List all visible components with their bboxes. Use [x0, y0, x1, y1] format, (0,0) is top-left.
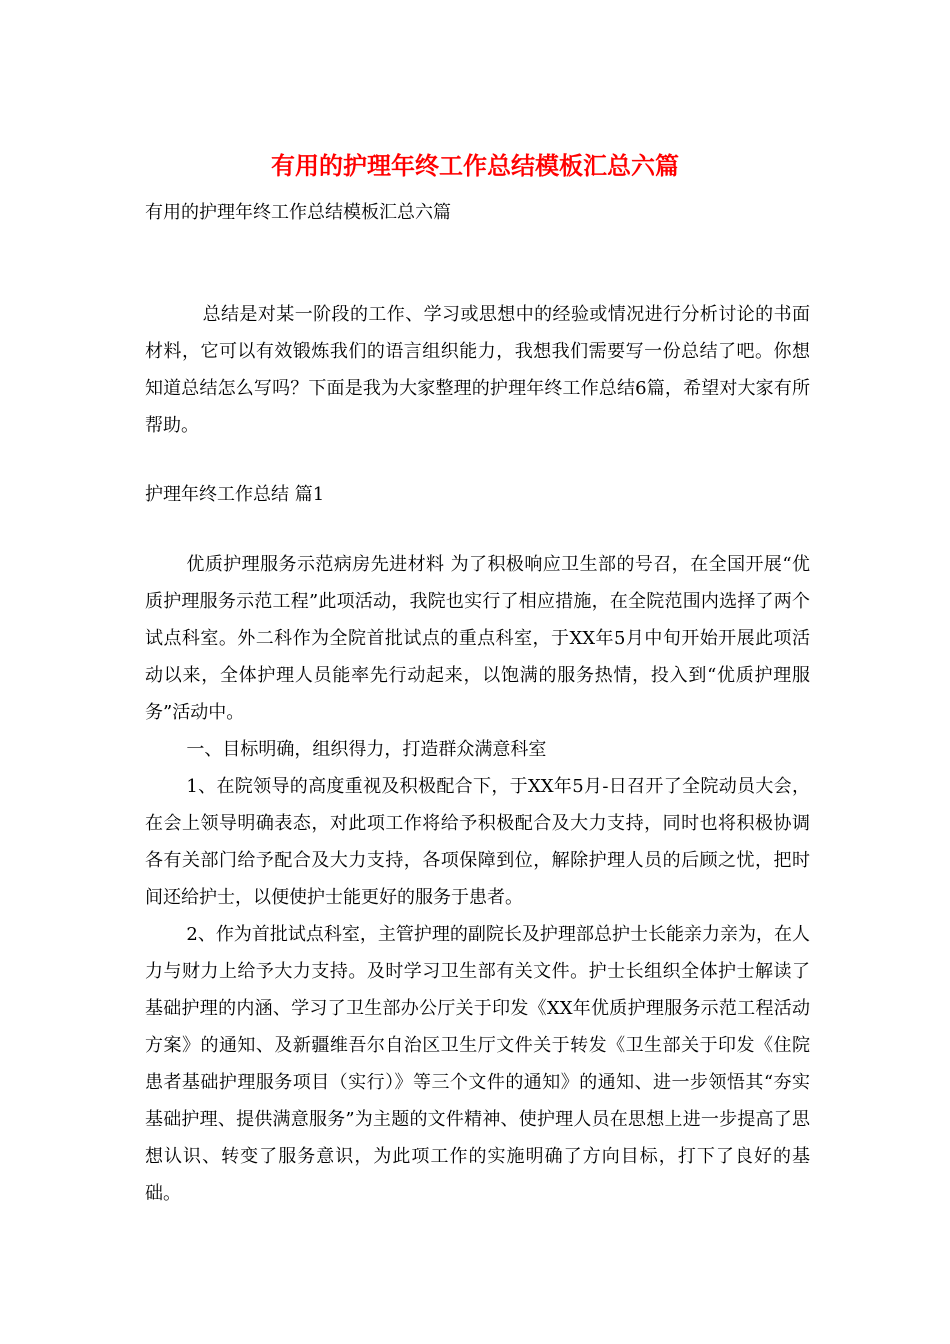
document-title: 有用的护理年终工作总结模板汇总六篇: [271, 151, 679, 180]
body-paragraph: 1、在院领导的高度重视及积极配合下，于XX年5月-日召开了全院动员大会，在会上领导明确表态，对此项工作将给予积极配合及大力支持，同时也将积极协调各有关部门给予配合及大力支持，各项保障到位，解除护理人员的后顾之忧，把时间还给护士，以便使护士能更好的服务于患者。: [145, 776, 810, 908]
intro-paragraph: 总结是对某一阶段的工作、学习或思想中的经验或情况进行分析讨论的书面材料，它可以有效锻炼我们的语言组织能力，我想我们需要写一份总结了吧。你想知道总结怎么写吗？下面是我为大家整理的护理年终工作总结6篇，希望对大家有所帮助。: [145, 304, 810, 436]
body-paragraph: 一、目标明确，组织得力，打造群众满意科室: [186, 739, 547, 760]
body-paragraph: 优质护理服务示范病房先进材料 为了积极响应卫生部的号召，在全国开展“优质护理服务示范工程”此项活动，我院也实行了相应措施，在全院范围内选择了两个试点科室。外二科作为全院首批试点的重点科室，于XX年5月中旬开始开展此项活动以来，全体护理人员能率先行动起来，以饱满的服务热情，投入到“优质护理服务”活动中。: [145, 554, 810, 723]
section-heading: 护理年终工作总结 篇1: [145, 484, 325, 505]
document-subtitle: 有用的护理年终工作总结模板汇总六篇: [145, 202, 451, 223]
body-paragraph: 2、作为首批试点科室，主管护理的副院长及护理部总护士长能亲力亲为，在人力与财力上给予大力支持。及时学习卫生部有关文件。护士长组织全体护士解读了基础护理的内涵、学习了卫生部办公厅关于印发《XX年优质护理服务示范工程活动方案》的通知、及新疆维吾尔自治区卫生厅文件关于转发《卫生部关于印发《住院患者基础护理服务项目（实行）》等三个文件的通知》的通知、进一步领悟其“夯实基础护理、提供满意服务”为主题的文件精神、使护理人员在思想上进一步提高了思想认识、转变了服务意识，为此项工作的实施明确了方向目标，打下了良好的基础。: [145, 924, 810, 1204]
